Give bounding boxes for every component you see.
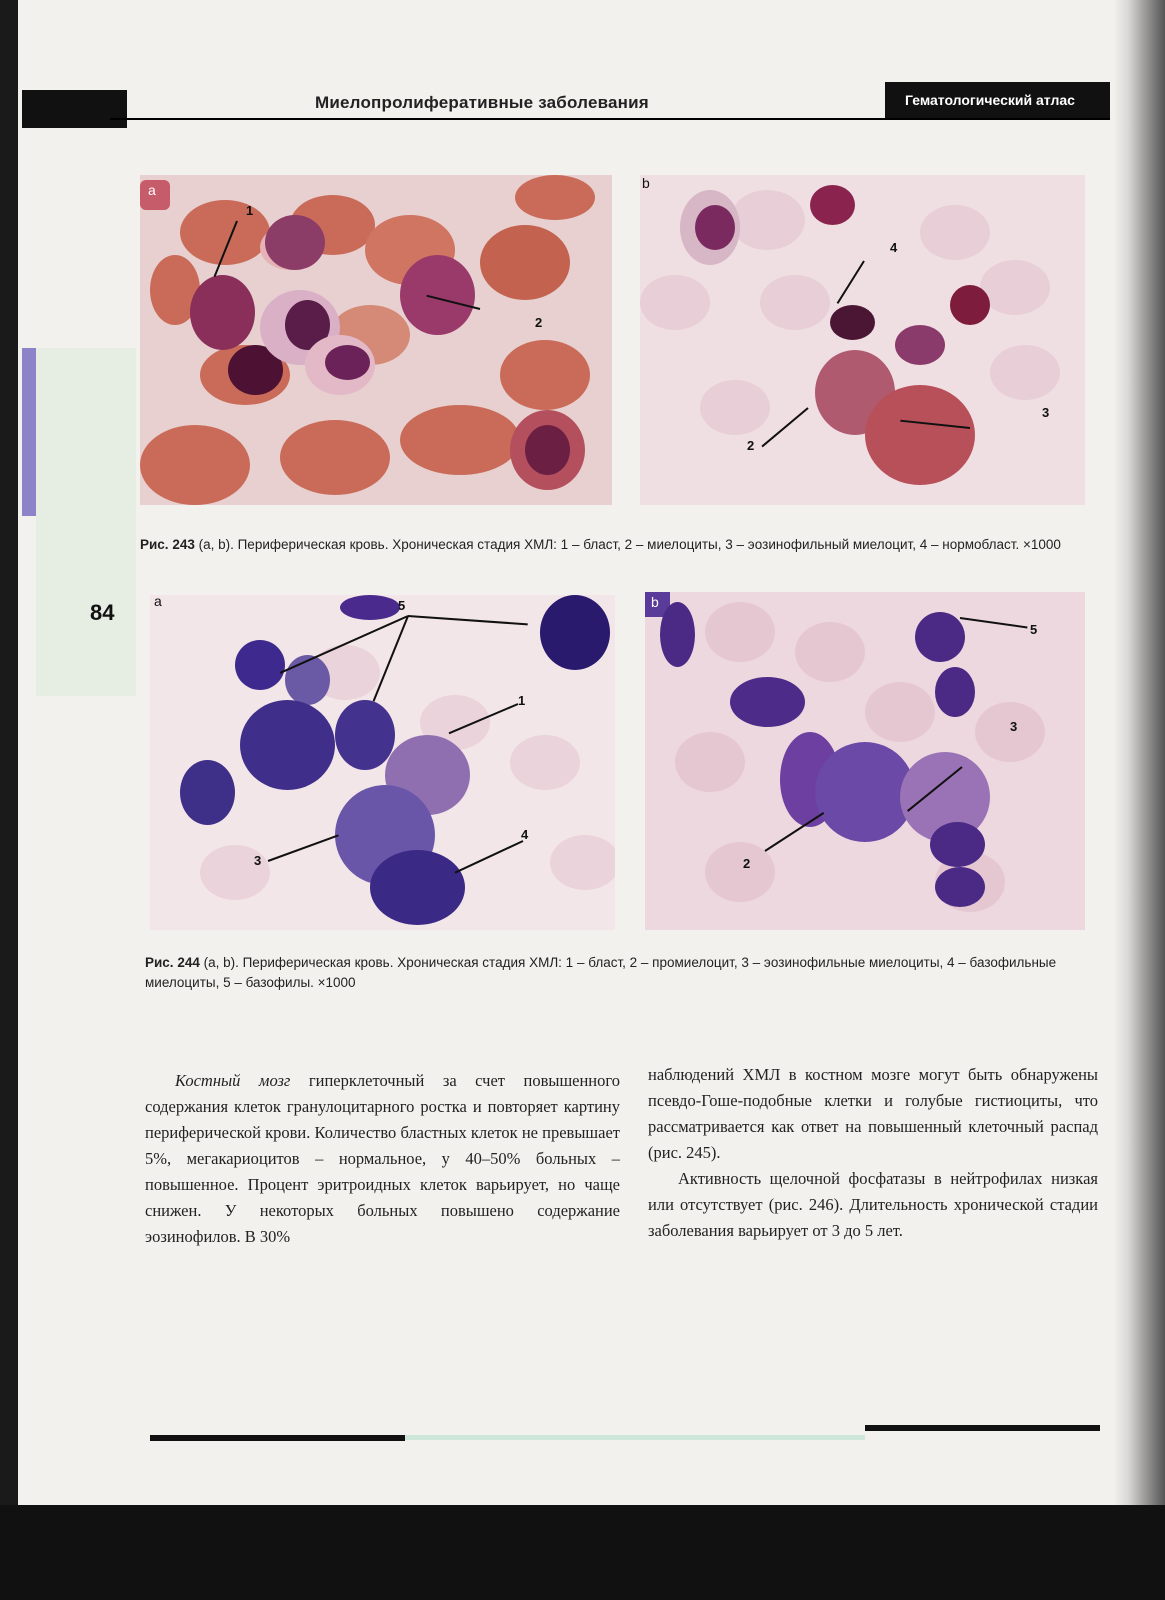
footer-rule-tint — [405, 1435, 865, 1440]
paragraph: Активность щелочной фосфатазы в нейтрофилах низкая или отсутствует (рис. 246). Длительность хронической стадии заболевания варьирует от 3 до 5 лет. — [648, 1169, 1098, 1240]
caption-prefix: Рис. 244 — [145, 955, 200, 970]
figure-243a — [140, 175, 612, 505]
marker: 3 — [1010, 719, 1018, 734]
panel-label: b — [651, 594, 659, 610]
marker: 4 — [890, 240, 898, 255]
atlas-badge: Гематологический атлас — [885, 82, 1110, 118]
panel-label: b — [642, 175, 650, 191]
caption-text: (a, b). Периферическая кровь. Хроническая стадия ХМЛ: 1 – бласт, 2 – миелоциты, 3 – эозинофильный миелоцит, 4 – нормобласт. ×1000 — [194, 537, 1061, 552]
marker: 5 — [398, 598, 406, 613]
caption-text: (a, b). Периферическая кровь. Хроническая стадия ХМЛ: 1 – бласт, 2 – промиелоцит, 3 – эозинофильные миелоциты, 4 – базофильные миелоциты, 5 – базофилы. ×1000 — [145, 955, 1057, 990]
paragraph: наблюдений ХМЛ в костном мозге могут быть обнаружены псевдо-Гоше-подобные клетки и голубые гистиоциты, что рассматривается как ответ на повышенный клеточный распад (рис. 245). — [648, 1065, 1098, 1162]
marker: 4 — [521, 827, 529, 842]
side-tint — [36, 348, 136, 696]
marker: 1 — [246, 203, 254, 218]
paragraph: гиперклеточный за счет повышенного содержания клеток гранулоцитарного ростка и повторяет картину периферической крови. Количество бластных клеток не превышает 5%, мегакариоцитов – нормальное, у 40–50% больных – повышенное. Процент эритроидных клеток варьирует, но чаще снижен. У некоторых больных повышено содержание эозинофилов. В 30% — [145, 1071, 620, 1246]
figure-244a — [150, 595, 615, 930]
header-rule — [110, 118, 1110, 120]
marker: 3 — [254, 853, 262, 868]
marker: 2 — [747, 438, 755, 453]
text-column-right — [648, 1062, 1098, 1244]
page-edge-shadow — [1113, 0, 1165, 1600]
scan-border — [0, 1505, 1165, 1600]
chapter-tab — [22, 348, 36, 516]
footer-rule-right — [865, 1425, 1100, 1431]
marker: 1 — [518, 693, 526, 708]
chapter-title: Миелопролиферативные заболевания — [315, 93, 649, 112]
footer-rule — [150, 1435, 405, 1441]
page-number: 84 — [90, 600, 115, 625]
caption-prefix: Рис. 243 — [140, 537, 195, 552]
lead-term: Костный мозг — [175, 1071, 291, 1090]
marker: 2 — [535, 315, 543, 330]
panel-label: a — [148, 182, 156, 198]
marker: 3 — [1042, 405, 1050, 420]
panel-label: a — [154, 595, 162, 609]
figure-244b — [645, 592, 1085, 930]
header-marker — [22, 90, 127, 128]
marker: 5 — [1030, 622, 1038, 637]
figure-243-caption — [140, 535, 1100, 555]
figure-243b — [640, 175, 1085, 505]
figure-244-caption — [145, 953, 1105, 993]
marker: 2 — [743, 856, 751, 871]
text-column-left — [145, 1068, 620, 1250]
